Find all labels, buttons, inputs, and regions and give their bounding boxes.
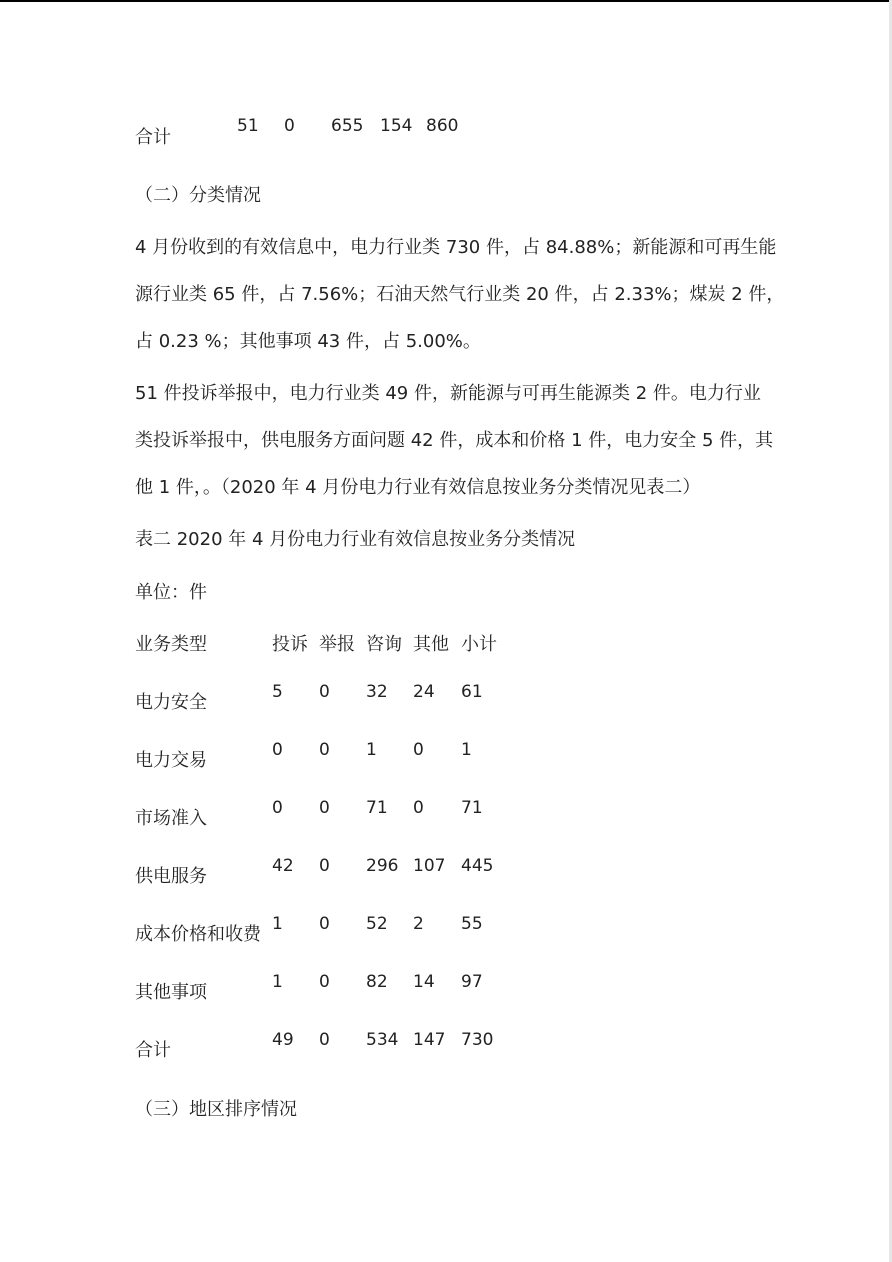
- table-cell: 71: [461, 798, 483, 818]
- table-cell: 1: [366, 740, 377, 760]
- table-cell: 52: [366, 914, 388, 934]
- table-cell: 24: [413, 682, 435, 702]
- table-cell: 61: [461, 682, 483, 702]
- table-cell: 49: [272, 1030, 294, 1050]
- table-header-cell: 咨询: [366, 634, 402, 655]
- top-total-value: 655: [331, 116, 364, 136]
- row-label: 供电服务: [135, 866, 207, 887]
- top-total-value: 860: [426, 116, 459, 136]
- table-cell: 730: [461, 1030, 494, 1050]
- table-cell: 0: [272, 740, 283, 760]
- table-cell: 0: [272, 798, 283, 818]
- row-label: 成本价格和收费: [135, 924, 261, 945]
- table-cell: 296: [366, 856, 399, 876]
- table-cell: 0: [319, 682, 330, 702]
- unit-label: 单位：件: [135, 582, 207, 603]
- table-cell: 445: [461, 856, 494, 876]
- table-cell: 14: [413, 972, 435, 992]
- table-cell: 97: [461, 972, 483, 992]
- table-cell: 82: [366, 972, 388, 992]
- table-cell: 534: [366, 1030, 399, 1050]
- table-cell: 5: [272, 682, 283, 702]
- table-cell: 55: [461, 914, 483, 934]
- table-cell: 0: [413, 798, 424, 818]
- row-label: 市场准入: [135, 808, 207, 829]
- table-header-cell: 投诉: [272, 634, 308, 655]
- row-label: 合计: [135, 1040, 171, 1061]
- table-cell: 1: [461, 740, 472, 760]
- table-cell: 107: [413, 856, 446, 876]
- paragraph-line: 51 件投诉举报中，电力行业类 49 件，新能源与可再生能源类 2 件。电力行业: [135, 383, 761, 404]
- section-heading: （三）地区排序情况: [135, 1099, 297, 1120]
- top-total-label: 合计: [135, 127, 171, 148]
- table-header-cell: 小计: [461, 634, 497, 655]
- paragraph-line: 占 0.23 %；其他事项 43 件，占 5.00%。: [135, 331, 481, 352]
- table-header-cell: 其他: [413, 634, 449, 655]
- section-heading: （二）分类情况: [135, 185, 261, 206]
- top-total-value: 0: [284, 116, 295, 136]
- paragraph-line: 4 月份收到的有效信息中，电力行业类 730 件，占 84.88%；新能源和可再生能: [135, 237, 777, 258]
- table-cell: 32: [366, 682, 388, 702]
- table-cell: 0: [319, 740, 330, 760]
- row-label: 电力交易: [135, 750, 207, 771]
- table-cell: 0: [319, 972, 330, 992]
- table-cell: 1: [272, 914, 283, 934]
- paragraph-line: 源行业类 65 件，占 7.56%；石油天然气行业类 20 件，占 2.33%；煤炭 2 件，: [135, 284, 785, 305]
- table-cell: 2: [413, 914, 424, 934]
- table-cell: 0: [319, 1030, 330, 1050]
- table-cell: 71: [366, 798, 388, 818]
- table-cell: 0: [319, 914, 330, 934]
- page-top-border: [0, 0, 892, 2]
- table-header-cell: 业务类型: [135, 634, 207, 655]
- table-header-cell: 举报: [319, 634, 355, 655]
- paragraph-line: 类投诉举报中，供电服务方面问题 42 件，成本和价格 1 件，电力安全 5 件，其: [135, 430, 774, 451]
- table-cell: 42: [272, 856, 294, 876]
- paragraph-line: 他 1 件，。（2020 年 4 月份电力行业有效信息按业务分类情况见表二）: [135, 477, 701, 498]
- table-cell: 0: [413, 740, 424, 760]
- table-cell: 1: [272, 972, 283, 992]
- top-total-value: 51: [237, 116, 259, 136]
- table-title: 表二 2020 年 4 月份电力行业有效信息按业务分类情况: [135, 529, 576, 550]
- row-label: 其他事项: [135, 982, 207, 1003]
- top-total-value: 154: [380, 116, 413, 136]
- table-cell: 0: [319, 856, 330, 876]
- table-cell: 0: [319, 798, 330, 818]
- row-label: 电力安全: [135, 692, 207, 713]
- table-cell: 147: [413, 1030, 446, 1050]
